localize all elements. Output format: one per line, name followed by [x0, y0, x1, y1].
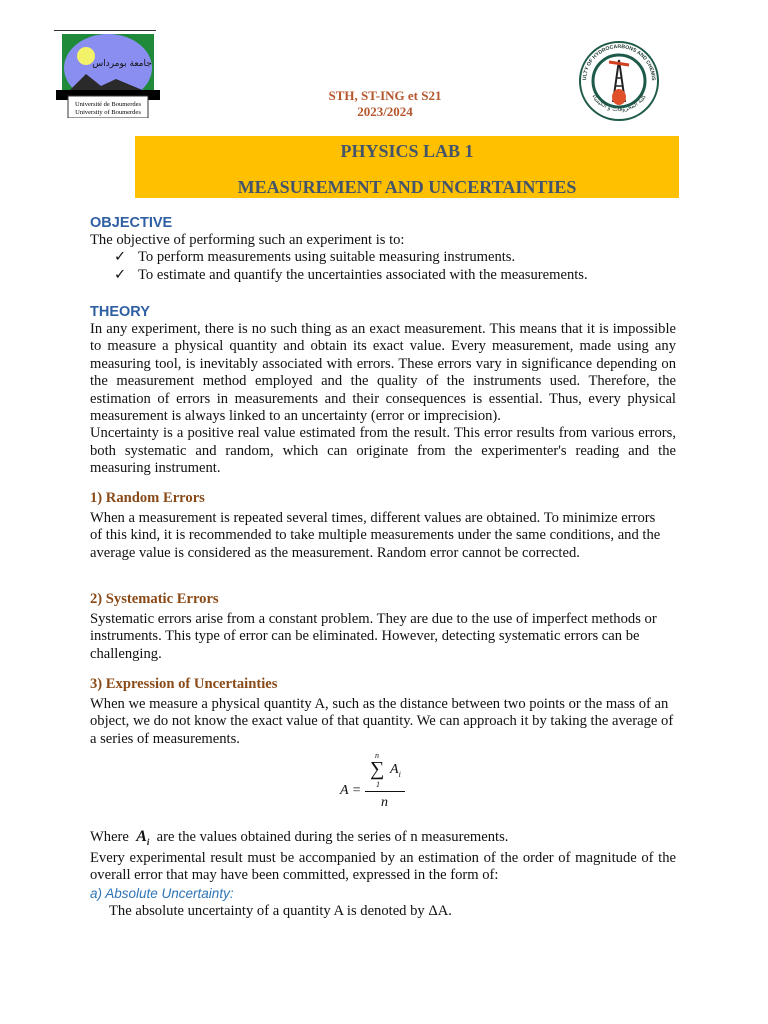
academic-year: 2023/2024: [357, 104, 413, 119]
systematic-errors-section: [90, 591, 676, 663]
objective-heading: OBJECTIVE: [90, 215, 173, 231]
logo-french-name: Université de Boumerdes: [74, 101, 142, 108]
faculty-arabic-ring: كلية المحروقات و الكيمياء: [590, 93, 648, 114]
page-title: PHYSICS LAB 1: [340, 141, 474, 161]
where-line: [90, 829, 676, 847]
random-errors-heading: 1) Random Errors: [90, 490, 205, 506]
systematic-errors-heading: 2) Systematic Errors: [90, 591, 219, 607]
theory-paragraph-2: Uncertainty is a positive real value estimated from the result. This error results from various errors, both systematic and random, which can originate from the experimenter's reading and the measuring instrument.: [90, 425, 676, 477]
objective-intro: The objective of performing such an experiment is to:: [90, 232, 405, 248]
where-prefix: Where: [90, 829, 129, 845]
title-banner: [135, 136, 679, 198]
page-subtitle: MEASUREMENT AND UNCERTAINTIES: [237, 177, 577, 197]
where-text: are the values obtained during the series of n measurements.: [156, 829, 509, 845]
random-errors-text: When a measurement is repeated several times, different values are obtained. To minimize errors of this kind, it is recommended to take multiple measurements under the same conditions, and the average value is considered as the measurement. Random error cannot be corrected.: [90, 510, 661, 561]
theory-paragraph-1: In any experiment, there is no such thing as an exact measurement. This means that it is impossible to measure a physical quantity and obtain its exact value. Every measurement, made using any measuring tool, is inevitably associated with errors. These errors vary in significance depending on the measurement method employed and the quality of the instruments used. Therefore, the estimation of errors in measurements and their consequences is essential. Thus, every physical measurement is always linked to an uncertainty (error or imprecision).: [90, 321, 676, 425]
random-errors-section: [90, 490, 670, 562]
programs-label: STH, ST-ING et S21: [328, 88, 442, 103]
objective-bullet: [114, 267, 676, 284]
expression-heading: 3) Expression of Uncertainties: [90, 676, 278, 692]
theory-heading: THEORY: [90, 304, 150, 320]
formula-upper: n: [375, 751, 379, 760]
systematic-errors-text: Systematic errors arise from a constant problem. They are due to the use of imperfect methods or instruments. This type of error can be eliminated. However, detecting systematic errors can be challenging.: [90, 611, 657, 662]
formula-lower: 1: [376, 780, 380, 789]
absolute-uncertainty-text: The absolute uncertainty of a quantity A is denoted by ΔA.: [109, 903, 452, 919]
where-variable: $A_i$: [136, 828, 150, 848]
header-rule: [54, 30, 156, 31]
bullet-text: To estimate and quantify the uncertainties associated with the measurements.: [138, 266, 588, 283]
expression-text: When we measure a physical quantity A, such as the distance between two points or the mass of an object, we do not know the exact value of that quantity. We can approach it by taking the average of a series of measurements.: [90, 696, 674, 747]
faculty-logo: [578, 40, 660, 122]
faculty-english-ring: ULTY OF HYDROCARBONS AND CHEMIS: [581, 43, 657, 81]
absolute-uncertainty-heading: a) Absolute Uncertainty:: [90, 886, 234, 901]
formula-denominator: n: [381, 795, 388, 810]
check-icon: ✓: [114, 249, 127, 266]
university-logo: [56, 34, 160, 118]
objective-section: [90, 215, 676, 284]
fraction-bar: [365, 791, 405, 792]
check-icon: ✓: [114, 266, 127, 283]
every-result-text: Every experimental result must be accompanied by an estimation of the order of magnitude of the overall error that may have been committed, expressed in the form of:: [90, 850, 676, 884]
mean-formula: [340, 752, 430, 814]
formula-lhs: A =: [340, 783, 362, 798]
objective-bullet: [114, 249, 676, 266]
logo-english-name: University of Boumerdes: [75, 109, 141, 116]
expression-section: [90, 676, 676, 748]
theory-section: [90, 304, 676, 478]
bullet-text: To perform measurements using suitable measuring instruments.: [138, 249, 516, 266]
logo-arabic-name: جامعة بومرداس: [92, 59, 152, 69]
sigma-symbol: ∑: [370, 758, 385, 780]
formula-term: $A_i$: [390, 762, 401, 779]
